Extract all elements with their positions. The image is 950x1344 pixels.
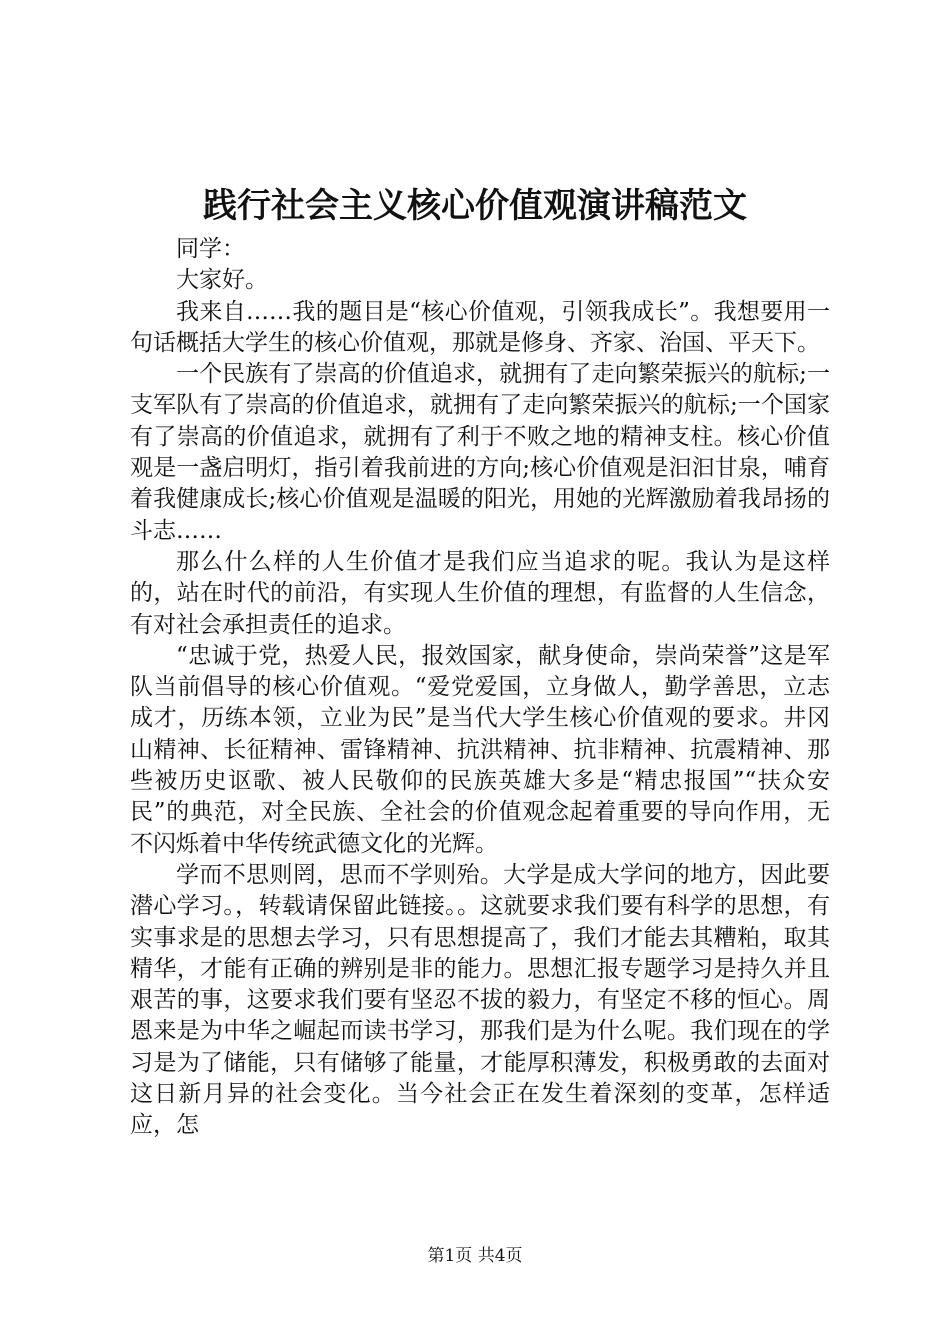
paragraph-military-values: “忠诚于党，热爱人民，报效国家，献身使命，崇尚荣誉”这是军队当前倡导的核心价值观。“爱党爱国，立身做人，勤学善思，立志成才，历练本领，立业为民”是当代大学生核心价值观的要求。井冈山精神、长征精神、雷锋精神、抗洪精神、抗非精神、抗震精神、那些被历史讴歌、被人民敬仰的民族英雄大多是“精忠报国”“扶众安民”的典范，对全民族、全社会的价值观念起着重要的导向作用，无不闪烁着中华传统武德文化的光辉。	[130, 642, 830, 857]
document-title: 践行社会主义核心价值观演讲稿范文	[203, 186, 747, 226]
paragraph-study: 学而不思则罔，思而不学则殆。大学是成大学问的地方，因此要潜心学习。，转载请保留此链接。。这就要求我们要有科学的思想，有实事求是的思想去学习，只有思想提高了，我们才能去其糟粕，取其精华，才能有正确的辨别是非的能力。思想汇报专题学习是持久并且艰苦的事，这要求我们要有坚忍不拔的毅力，有坚定不移的恒心。周恩来是为中华之崛起而读书学习，那我们是为什么呢。我们现在的学习是为了储能，只有储够了能量，才能厚积薄发，积极勇敢的去面对这日新月异的社会变化。当今社会正在发生着深刻的变革，怎样适应，怎	[130, 861, 830, 1139]
paragraph-greeting: 大家好。	[176, 267, 268, 294]
paragraph-life-value: 那么什么样的人生价值才是我们应当追求的呢。我认为是这样的，站在时代的前沿，有实现人生价值的理想，有监督的人生信念，有对社会承担责任的追求。	[130, 548, 830, 638]
paragraph-introduction: 我来自……我的题目是“核心价值观，引领我成长”。我想要用一句话概括大学生的核心价值观，那就是修身、齐家、治国、平天下。	[130, 298, 830, 356]
paragraph-values-navigation: 一个民族有了崇高的价值追求，就拥有了走向繁荣振兴的航标;一支军队有了崇高的价值追求，就拥有了走向繁荣振兴的航标;一个国家有了崇高的价值追求，就拥有了利于不败之地的精神支柱。核心价值观是一盏启明灯，指引着我前进的方向;核心价值观是汩汩甘泉，哺育着我健康成长;核心价值观是温暖的阳光，用她的光辉激励着我昂扬的斗志……	[130, 361, 830, 544]
document-body	[130, 234, 830, 1142]
paragraph-salutation: 同学：	[176, 236, 245, 262]
page-number-footer: 第1页 共4页	[427, 1246, 523, 1266]
